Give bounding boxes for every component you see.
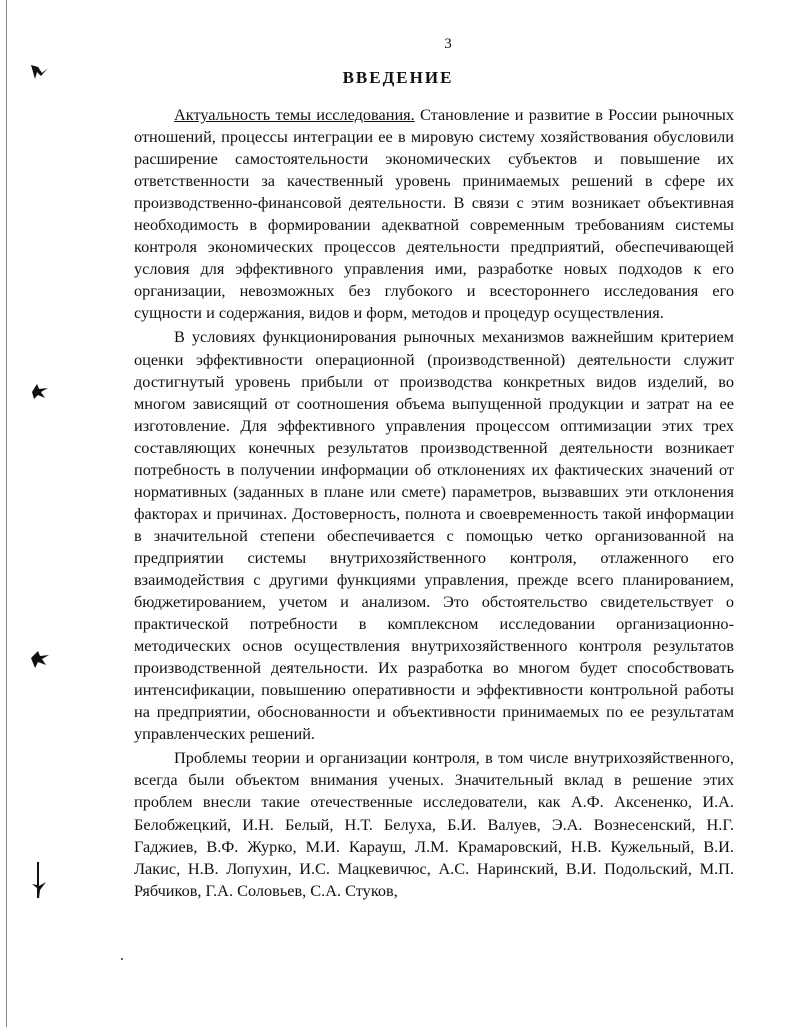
paragraph: В условиях функционирования рыночных механизмов важнейшим критерием оценки эффективности операционной (производственной) деятельности служит достигнутый уровень прибыли от производства конкретных видов изделий, во многом зависящий от соотношения объема выпущенной продукции и затрат на ее изготовление. Для эффективного управления процессом оптимизации этих трех составляющих конечных результатов производственной деятельности возникает потребность в получении информации об отклонениях их фактических значений от нормативных (заданных в плане или смете) параметров, вызвавших эти отклонения факторах и причинах. Достоверность, полнота и своевременность такой информации в значительной степени обеспечивается с помощью четко организованной на предприятии системы внутрихозяйственного контроля, отлаженного его взаимодействия с другими функциями управления, прежде всего планированием, бюджетированием, учетом и анализом. Это обстоятельство свидетельствует о практической потребности в комплексном исследовании организационно-методических основ осуществления внутрихозяйственного контроля результатов производственной деятельности. Их разработка во многом будет способствовать интенсификации, повышению оперативности и эффективности контрольной работы на предприятии, обоснованности и объективности принимаемых по ее результатам управленческих решений. [134,327,734,744]
scan-speck [121,958,123,960]
paragraph: Проблемы теории и организации контроля, в том числе внутрихозяйственного, всегда были объектом внимания ученых. Значительный вклад в решение этих проблем внесли такие отечественные исследователи, как А.Ф. Аксененко, И.А. Белобжецкий, И.Н. Белый, Н.Т. Белуха, Б.И. Валуев, Э.А. Вознесенский, Н.Г. Гаджиев, В.Ф. Журко, М.И. Карауш, Л.М. Крамаровский, Н.В. Кужельный, В.И. Лакис, Н.В. Лопухин, И.С. Мацкевичюс, А.С. Наринский, В.И. Подольский, М.П. Рябчиков, Г.А. Соловьев, С.А. Стуков, [134,748,734,900]
scan-margin-mark [28,380,52,402]
scan-edge-line [6,0,7,1027]
page-number: 3 [444,36,452,52]
paragraph-text: Становление и развитие в России рыночных отношений, процессы интеграции ее в мировую систему хозяйствования обусловили расширение самостоятельности экономических субъектов и повышение их ответственности за качественный уровень принимаемых решений в сфере их производственно-финансовой деятельности. В связи с этим возникает объективная необходимость в формировании адекватной современным требованиям системы контроля экономических процессов деятельности предприятий, обеспечивающей условия для эффективного управления ими, разработке новых подходов к его организации, невозможных без глубокого и всестороннего исследования его сущности и содержания, видов и форм, методов и процедур осуществления. [134,105,734,323]
section-title: ВВЕДЕНИЕ [342,68,454,87]
scan-margin-mark [28,648,52,670]
paragraph [134,104,734,324]
paragraph-lead: Актуальность темы исследования. [174,105,415,124]
body-text [134,104,734,902]
scan-margin-mark [28,860,52,900]
